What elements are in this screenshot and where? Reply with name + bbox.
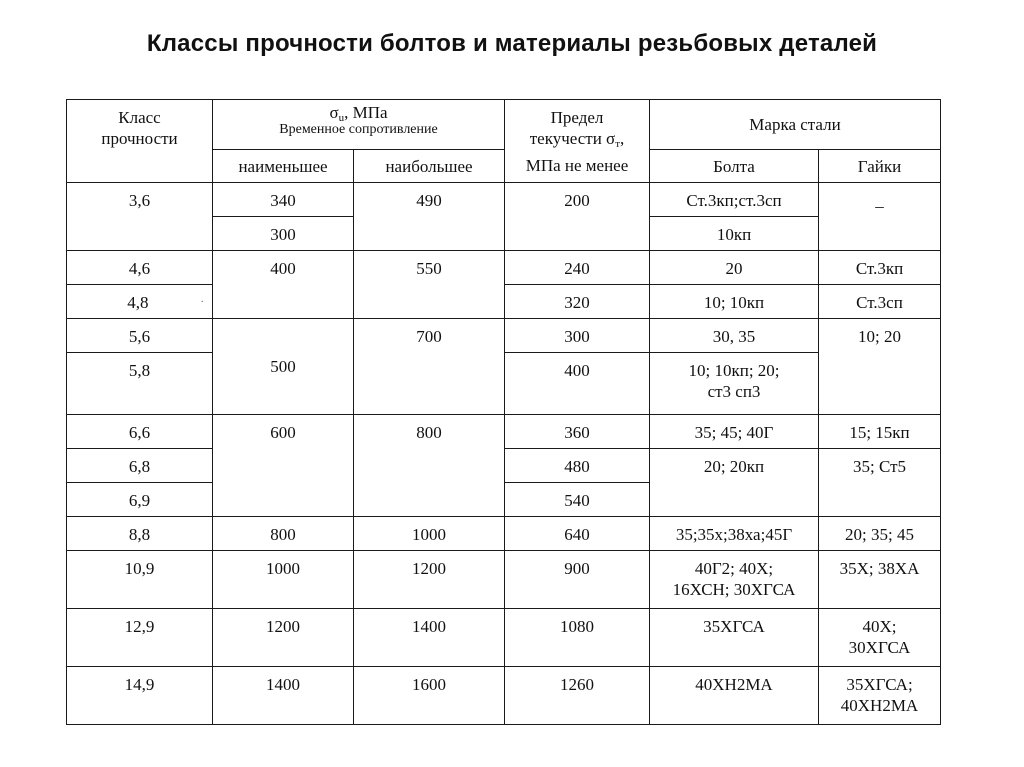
cell-max: 1200: [354, 551, 505, 609]
cell-class: 3,6: [67, 183, 213, 251]
cell-yield: 240: [505, 251, 650, 285]
cell-class: 6,8: [67, 449, 213, 483]
cell-min: 1200: [213, 609, 354, 667]
cell-class: 8,8: [67, 517, 213, 551]
cell-nut: 35; Ст5: [819, 449, 941, 517]
cell-yield: 320: [505, 285, 650, 319]
bolt-line1: 10; 10кп; 20;: [688, 361, 780, 380]
bolt-line2: ст3 сп3: [707, 382, 761, 401]
header-bolt: Болта: [650, 150, 819, 183]
cell-nut: Ст.3кп: [819, 251, 941, 285]
cell-yield: 1080: [505, 609, 650, 667]
cell-max: 1600: [354, 667, 505, 725]
cell-min: 600: [213, 415, 354, 517]
cell-class: 5,8: [67, 353, 213, 415]
cell-min: 500: [213, 319, 354, 415]
cell-bolt: Ст.3кп;ст.3сп: [650, 183, 819, 217]
header-tensile-strength: [213, 100, 505, 150]
cell-max: 1000: [354, 517, 505, 551]
header-strength-class: [67, 100, 213, 183]
bolt-strength-table: [66, 99, 941, 725]
nut-line1: 40Х;: [862, 617, 897, 636]
header-row-1: [67, 100, 941, 150]
sigma-sub: u: [338, 112, 345, 124]
header-steel-grade: Марка стали: [650, 100, 941, 150]
cell-class: 5,6: [67, 319, 213, 353]
cell-min: 1000: [213, 551, 354, 609]
nut-line2: 40ХН2МА: [840, 696, 919, 715]
cell-class: [67, 285, 213, 319]
cell-bolt: [650, 353, 819, 415]
cell-class: 6,6: [67, 415, 213, 449]
yield-sub: т: [615, 138, 621, 150]
cell-class: 4,6: [67, 251, 213, 285]
cell-max: 1400: [354, 609, 505, 667]
yield-line3: МПа не менее: [525, 156, 629, 175]
cell-min: 400: [213, 251, 354, 319]
cell-max: 550: [354, 251, 505, 319]
nut-line2: 30ХГСА: [848, 638, 911, 657]
cell-bolt: 20: [650, 251, 819, 285]
cell-yield: 480: [505, 449, 650, 483]
cell-bolt: 35; 45; 40Г: [650, 415, 819, 449]
cell-max: 700: [354, 319, 505, 415]
cell-bolt: 35ХГСА: [650, 609, 819, 667]
bolt-line2: 16ХСН; 30ХГСА: [672, 580, 796, 599]
table-row: [67, 609, 941, 667]
cell-max: 490: [354, 183, 505, 251]
sigma-symbol: σ: [329, 103, 339, 122]
cell-nut: 10; 20: [819, 319, 941, 415]
header-nut: Гайки: [819, 150, 941, 183]
cell-nut: [819, 609, 941, 667]
cell-class: 10,9: [67, 551, 213, 609]
cell-yield: 540: [505, 483, 650, 517]
table-row: [67, 551, 941, 609]
table-row: [67, 251, 941, 285]
cell-nut: 20; 35; 45: [819, 517, 941, 551]
table-row: [67, 415, 941, 449]
cell-bolt: 20; 20кп: [650, 449, 819, 517]
header-min: наименьшее: [213, 150, 354, 183]
cell-min: 340: [213, 183, 354, 217]
bolt-line1: 40Г2; 40Х;: [694, 559, 774, 578]
cell-bolt: [650, 551, 819, 609]
cell-bolt: 10; 10кп: [650, 285, 819, 319]
table-row: [67, 517, 941, 551]
cell-nut: _: [819, 183, 941, 251]
cell-bolt: 40ХН2МА: [650, 667, 819, 725]
cell-bolt: 30, 35: [650, 319, 819, 353]
cell-min: 1400: [213, 667, 354, 725]
header-yield-strength: [505, 100, 650, 183]
header-max: наибольшее: [354, 150, 505, 183]
table-row: [67, 183, 941, 217]
page-title: Классы прочности болтов и материалы резьбовых деталей: [146, 30, 878, 57]
cell-yield: 640: [505, 517, 650, 551]
table-row: [67, 319, 941, 353]
cell-nut: 35Х; 38ХА: [819, 551, 941, 609]
cell-min: 800: [213, 517, 354, 551]
yield-line2: [505, 128, 649, 155]
cell-yield: 400: [505, 353, 650, 415]
header-class-line2: прочности: [101, 129, 178, 148]
cell-class: 6,9: [67, 483, 213, 517]
table-row: [67, 667, 941, 725]
cell-class: 14,9: [67, 667, 213, 725]
cell-nut: 15; 15кп: [819, 415, 941, 449]
stray-mark: ·: [200, 297, 204, 308]
cell-bolt: 35;35х;38ха;45Г: [650, 517, 819, 551]
yield-line1: Предел: [550, 108, 604, 127]
cell-nut: Ст.3сп: [819, 285, 941, 319]
cell-yield: 360: [505, 415, 650, 449]
cell-nut: [819, 667, 941, 725]
header-class-line1: Класс: [118, 108, 161, 127]
cell-yield: 900: [505, 551, 650, 609]
yield-prefix: текучести σ: [529, 129, 616, 148]
cell-max: 800: [354, 415, 505, 517]
sigma-unit: , МПа: [344, 103, 388, 122]
sigma-desc: Временное сопротивление: [279, 122, 438, 137]
cell-bolt: 10кп: [650, 217, 819, 251]
class-value: 4,8: [127, 293, 149, 312]
nut-line1: 35ХГСА;: [846, 675, 913, 694]
cell-yield: 300: [505, 319, 650, 353]
yield-suffix: ,: [620, 129, 625, 148]
cell-min: 300: [213, 217, 354, 251]
cell-class: 12,9: [67, 609, 213, 667]
cell-yield: 1260: [505, 667, 650, 725]
cell-yield: 200: [505, 183, 650, 251]
